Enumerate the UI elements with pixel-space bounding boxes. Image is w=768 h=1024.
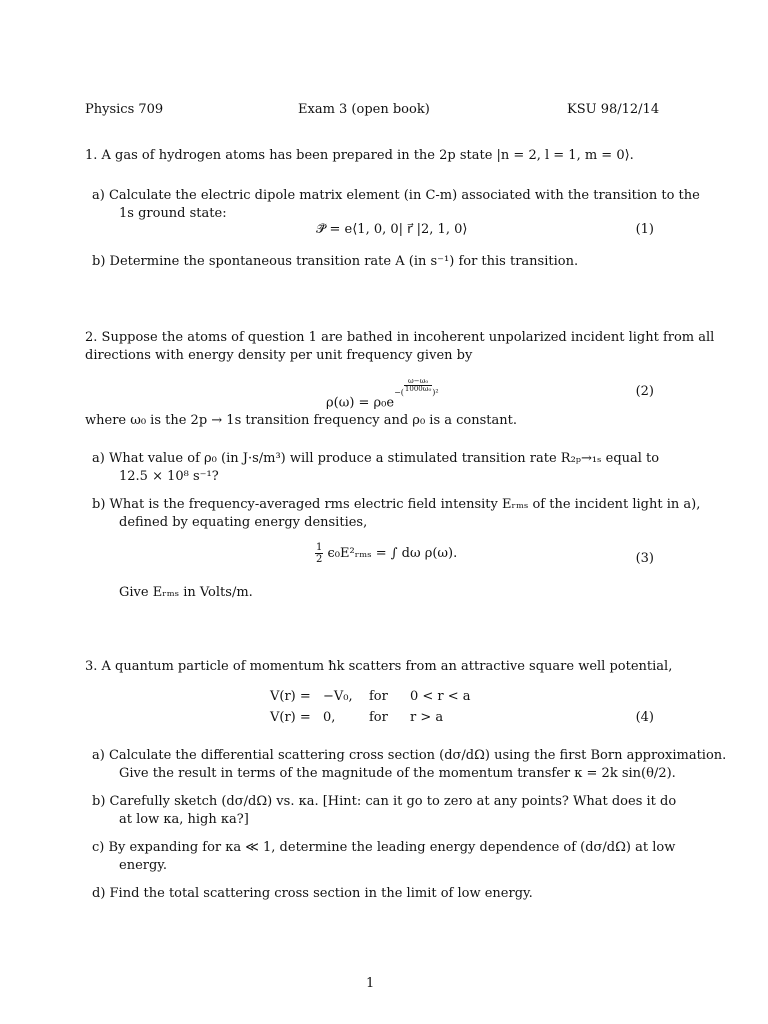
equation-2-exp-fraction: [404, 378, 432, 393]
header-date: KSU 98/12/14: [567, 102, 660, 117]
q2-intro-line1: 2. Suppose the atoms of question 1 are bathed in incoherent unpolarized incident light from all: [85, 330, 715, 345]
equation-3-denominator: 2: [316, 554, 323, 565]
eq4-row1-value: −V₀,: [323, 689, 353, 704]
q2-a-line2: 12.5 × 10⁸ s⁻¹?: [119, 469, 219, 484]
equation-2-number: (2): [635, 384, 654, 399]
eq4-row1-for: for: [369, 689, 388, 704]
q3-b-line1: b) Carefully sketch (dσ/dΩ) vs. κa. [Hint: can it go to zero at any points? What does it do: [92, 794, 677, 809]
equation-3: [315, 542, 457, 565]
eq4-row2-for: for: [369, 710, 388, 725]
equation-1: 𝒫⃗ = e⟨1, 0, 0| r⃗ |2, 1, 0⟩: [316, 222, 468, 237]
eq4-row1-condition: 0 < r < a: [410, 689, 471, 704]
equation-4-number: (4): [635, 710, 654, 725]
q2-give: Give Eᵣₘₛ in Volts/m.: [119, 585, 253, 600]
q2-intro-line2: directions with energy density per unit frequency given by: [85, 348, 473, 363]
q3-d: d) Find the total scattering cross section in the limit of low energy.: [92, 886, 533, 901]
equation-2-exp-open: −(: [394, 387, 404, 397]
equation-3-number: (3): [635, 551, 654, 566]
equation-2-exp-denominator: 1000ω₀: [404, 385, 432, 393]
equation-2-exponent: [394, 377, 439, 397]
q3-b-line2: at low κa, high κa?]: [119, 812, 249, 827]
q2-a-line1: a) What value of ρ₀ (in J·s/m³) will produce a stimulated transition rate R₂ₚ→₁ₛ equal to: [92, 451, 660, 466]
page-number: 1: [366, 976, 375, 991]
eq4-row2-condition: r > a: [410, 710, 444, 725]
eq4-row2-lhs: V(r) =: [270, 710, 311, 725]
q3-a-line1: a) Calculate the differential scattering cross section (dσ/dΩ) using the first Born approximation.: [92, 748, 727, 763]
q3-intro: 3. A quantum particle of momentum ħk scatters from an attractive square well potential,: [85, 659, 673, 674]
q1-a-line2: 1s ground state:: [119, 206, 227, 221]
equation-2: [326, 378, 439, 414]
equation-3-rest: ϵ₀E²ᵣₘₛ = ∫ dω ρ(ω).: [327, 546, 458, 561]
q3-a-line2: Give the result in terms of the magnitude of the momentum transfer κ = 2k sin(θ/2).: [119, 766, 676, 781]
q2-where: where ω₀ is the 2p → 1s transition frequency and ρ₀ is a constant.: [85, 413, 517, 428]
header-exam-title: Exam 3 (open book): [298, 102, 430, 117]
equation-2-exp-numerator: ω−ω₀: [404, 378, 432, 386]
eq4-row1-lhs: V(r) =: [270, 689, 311, 704]
equation-3-fraction: [315, 542, 323, 565]
equation-1-number: (1): [635, 222, 654, 237]
q1-intro: 1. A gas of hydrogen atoms has been prepared in the 2p state |n = 2, l = 1, m = 0⟩.: [85, 148, 634, 163]
header-course: Physics 709: [85, 102, 164, 117]
equation-2-lhs: ρ(ω) = ρ₀e: [326, 395, 395, 411]
eq4-row2-value: 0,: [323, 710, 336, 725]
equation-3-numerator: 1: [316, 542, 323, 553]
q2-b-line2: defined by equating energy densities,: [119, 515, 368, 530]
q1-b: b) Determine the spontaneous transition rate A (in s⁻¹) for this transition.: [92, 254, 579, 269]
q1-a-line1: a) Calculate the electric dipole matrix element (in C-m) associated with the transition to the: [92, 188, 700, 203]
q3-c-line2: energy.: [119, 858, 168, 873]
q3-c-line1: c) By expanding for κa ≪ 1, determine the leading energy dependence of (dσ/dΩ) at low: [92, 840, 676, 855]
q2-b-line1: b) What is the frequency-averaged rms electric field intensity Eᵣₘₛ of the incident light in a),: [92, 497, 701, 512]
equation-2-exp-close: )²: [432, 387, 439, 397]
